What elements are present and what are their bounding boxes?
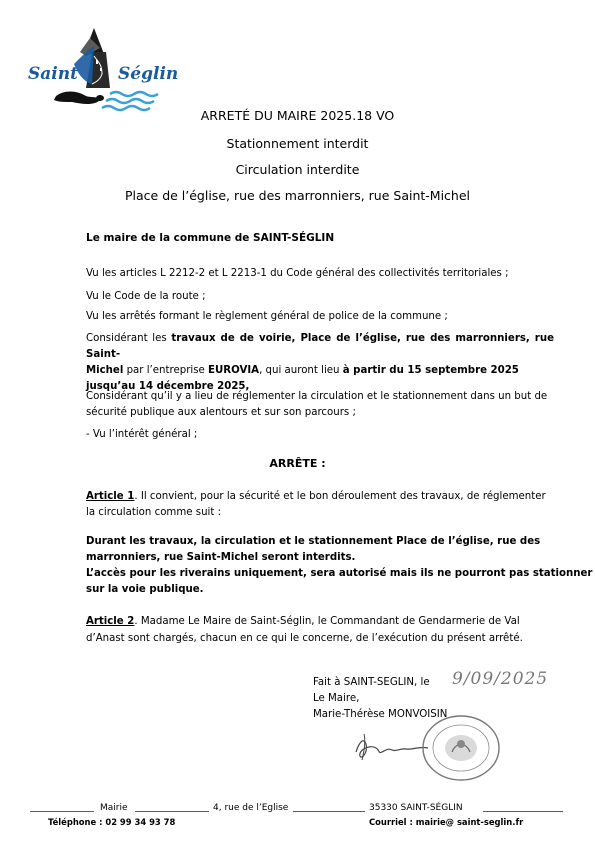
article-1-line-2: la circulation comme suit : [86, 507, 222, 518]
mayor-name: Marie-Thérèse MONVOISIN [313, 709, 448, 720]
article-2-line-2: d’Anast sont chargés, chacun en ce qui le concerne, de l’exécution du présent arrêté. [86, 633, 523, 644]
article-2-text: . Madame Le Maire de Saint-Séglin, le Commandant de Gendarmerie de Val [134, 616, 520, 627]
commune-logo [14, 24, 179, 120]
article-1-access-2: sur la voie publique. [86, 584, 204, 595]
signature-role: Le Maire, [313, 693, 360, 704]
considerant-works-intro: Considérant les [86, 333, 172, 344]
legal-basis-2: Vu le Code de la route ; [86, 291, 206, 302]
handwritten-date: 9/09/2025 [452, 669, 549, 689]
considerant-regulate-2: sécurité publique aux alentours et sur son parcours ; [86, 407, 356, 418]
considerant-works-when: , qui auront lieu [259, 365, 343, 376]
signature-place: Fait à SAINT-SEGLIN, le [313, 677, 430, 688]
article-1-text: . Il convient, pour la sécurité et le bon déroulement des travaux, de réglementer [134, 491, 546, 502]
issuer-line: Le maire de la commune de SAINT-SÉGLIN [86, 232, 335, 244]
footer-mairie: Mairie [100, 803, 128, 813]
footer-address: 4, rue de l’Eglise [213, 803, 289, 813]
article-1-ban-2: marronniers, rue Saint-Michel seront interdits. [86, 552, 356, 563]
considerant-works-streets: travaux de de voirie, Place de l’église, rue des marronniers, rue Saint- [86, 333, 554, 360]
decree-subtitle-parking: Stationnement interdit [226, 136, 369, 151]
decree-subtitle-location: Place de l’église, rue des marronniers, rue Saint-Michel [124, 188, 471, 203]
article-2-label: Article 2 [86, 616, 135, 627]
considerant-regulate-1: Considérant qu’il y a lieu de réglementer la circulation et le stationnement dans un but de [86, 391, 548, 402]
considerant-works-street-end: Michel [86, 365, 124, 376]
general-interest-line: - Vu l’intérêt général ; [86, 429, 198, 440]
contractor-name: EUROVIA [208, 365, 260, 376]
logo-word-seglin: Séglin [118, 64, 179, 84]
considerant-works-by: par l’entreprise [123, 365, 209, 376]
footer-city: 35330 SAINT-SÉGLIN [369, 803, 463, 813]
footer-phone: Téléphone : 02 99 34 93 78 [48, 817, 176, 827]
arrete-heading: ARRÊTE : [269, 457, 326, 470]
start-date: à partir du 15 septembre 2025 [342, 365, 519, 376]
decree-title: ARRETÉ DU MAIRE 2025.18 VO [200, 108, 395, 123]
end-date: jusqu’au 14 décembre 2025, [86, 381, 250, 392]
article-2-line-1 [86, 614, 520, 630]
decree-subtitle-traffic: Circulation interdite [235, 162, 360, 177]
article-1-access-1: L’accès pour les riverains uniquement, sera autorisé mais ils ne pourront pas stationner [86, 568, 593, 579]
logo-word-saint: Saint [28, 64, 78, 84]
legal-basis-1: Vu les articles L 2212-2 et L 2213-1 du Code général des collectivités territoriales ; [86, 268, 509, 279]
official-seal [418, 712, 504, 784]
footer-rule-4 [483, 811, 563, 812]
article-1-ban-1: Durant les travaux, la circulation et le stationnement Place de l’église, rue des [86, 536, 541, 547]
article-1-label: Article 1 [86, 491, 135, 502]
article-1-line-1 [86, 489, 546, 505]
legal-basis-3: Vu les arrêtés formant le règlement général de police de la commune ; [86, 311, 448, 322]
footer-rule-1 [30, 811, 94, 812]
footer-email: Courriel : mairie@ saint-seglin.fr [369, 817, 524, 827]
footer-rule-2 [135, 811, 209, 812]
footer-rule-3 [293, 811, 365, 812]
considerant-works [86, 331, 554, 395]
